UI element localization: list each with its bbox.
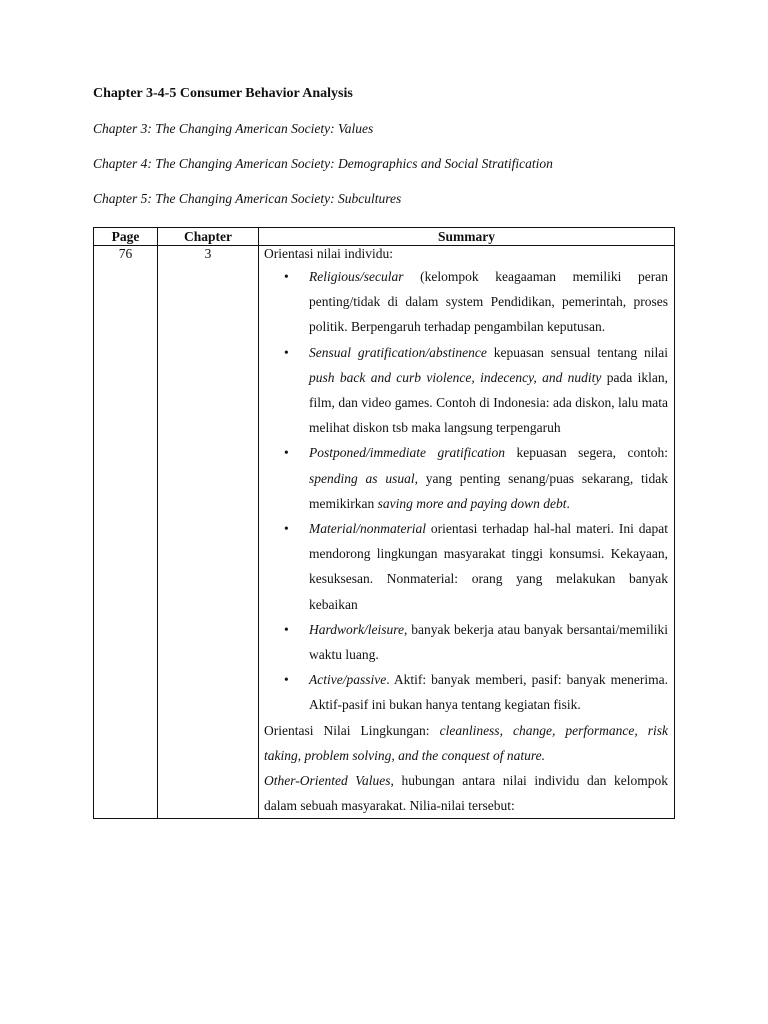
cell-chapter: 3 <box>158 246 259 819</box>
header-page: Page <box>94 228 158 246</box>
environment-values: Orientasi Nilai Lingkungan: cleanliness, change, performance, risk taking, problem solving, and the conquest of nature. <box>264 722 669 763</box>
list-item: • Hardwork/leisure, banyak bekerja atau banyak bersantai/memiliki waktu luang. <box>309 617 668 667</box>
list-item: • Material/nonmaterial orientasi terhadap hal-hal materi. Ini dapat mendorong lingkungan masyarakat tinggi konsumsi. Kekayaan, kesuksesan. Nonmaterial: orang yang melakukan banyak kebaikan <box>309 516 668 617</box>
bullet-icon: • <box>284 672 289 688</box>
cell-page: 76 <box>94 246 158 819</box>
chapter-5-heading: Chapter 5: The Changing American Society: Subcultures <box>93 191 402 206</box>
chapter-4-heading: Chapter 4: The Changing American Society: Demographics and Social Stratification <box>93 156 553 171</box>
bullet-icon: • <box>284 621 289 637</box>
bullet-icon: • <box>284 521 289 537</box>
document-title: Chapter 3-4-5 Consumer Behavior Analysis <box>93 86 353 101</box>
chapter-3-heading: Chapter 3: The Changing American Society: Values <box>93 121 374 136</box>
other-oriented-values: Other-Oriented Values, hubungan antara nilai individu dan kelompok dalam sebuah masyarakat. Nilia-nilai tersebut: <box>264 773 668 814</box>
header-summary: Summary <box>259 228 675 246</box>
header-chapter: Chapter <box>158 228 259 246</box>
bullet-icon: • <box>284 344 289 360</box>
table-row <box>94 246 675 819</box>
cell-summary <box>259 246 675 819</box>
value-orientation-list <box>264 264 668 718</box>
bullet-icon: • <box>284 269 289 284</box>
list-item: • Sensual gratification/abstinence kepuasan sensual tentang nilai push back and curb violence, indecency, and nudity pada iklan, film, dan video games. Contoh di Indonesia: ada diskon, lalu mata melihat diskon tsb maka langsung terpengaruh <box>309 340 668 441</box>
bullet-icon: • <box>284 445 289 461</box>
list-item: • Postponed/immediate gratification kepuasan segera, contoh: spending as usual, yang penting senang/puas sekarang, tidak memikirkan saving more and paying down debt. <box>309 440 668 516</box>
list-item: • Religious/secular (kelompok keagaaman memiliki peran penting/tidak di dalam system Pendidikan, pemerintah, proses politik. Berpengaruh terhadap pengambilan keputusan. <box>309 264 668 340</box>
table-header-row <box>94 228 675 246</box>
summary-lead: Orientasi nilai individu: <box>264 246 393 261</box>
summary-table <box>93 227 675 819</box>
list-item: • Active/passive. Aktif: banyak memberi, pasif: banyak menerima. Aktif-pasif ini bukan hanya tentang kegiatan fisik. <box>309 667 668 717</box>
